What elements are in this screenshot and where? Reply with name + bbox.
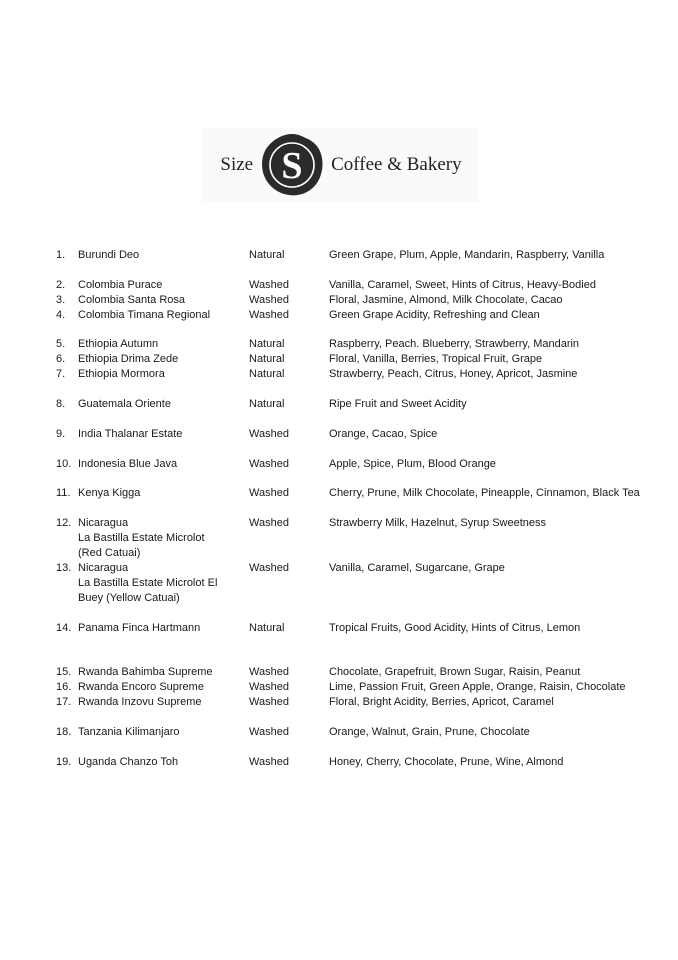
coffee-name xyxy=(78,427,243,442)
coffee-number: 1. xyxy=(56,249,66,261)
coffee-process: Washed xyxy=(249,428,289,440)
coffee-name-line: Guatemala Oriente xyxy=(78,398,171,410)
coffee-number: 5. xyxy=(56,338,66,350)
coffee-tasting-notes: Tropical Fruits, Good Acidity, Hints of Citrus, Lemon xyxy=(329,622,581,634)
coffee-process: Natural xyxy=(249,368,285,380)
coffee-name-line: Nicaragua xyxy=(78,517,129,529)
coffee-tasting-notes: Vanilla, Caramel, Sweet, Hints of Citrus, Heavy-Bodied xyxy=(329,279,596,291)
coffee-name-line: Buey (Yellow Catuai) xyxy=(78,592,180,604)
coffee-tasting-notes: Apple, Spice, Plum, Blood Orange xyxy=(329,458,496,470)
coffee-process: Washed xyxy=(249,294,289,306)
coffee-process: Washed xyxy=(249,562,289,574)
coffee-number: 10. xyxy=(56,458,72,470)
coffee-number: 11. xyxy=(56,487,71,499)
coffee-tasting-notes: Ripe Fruit and Sweet Acidity xyxy=(329,398,467,410)
brand-name-left: Size xyxy=(220,154,254,175)
coffee-tasting-notes: Floral, Jasmine, Almond, Milk Chocolate, Cacao xyxy=(329,294,563,306)
coffee-name xyxy=(78,308,243,323)
coffee-name xyxy=(78,248,243,263)
coffee-number: 15. xyxy=(56,666,72,678)
coffee-process: Natural xyxy=(249,249,285,261)
coffee-number: 3. xyxy=(56,294,66,306)
coffee-name-line: Uganda Chanzo Toh xyxy=(78,756,179,768)
coffee-name-line: Kenya Kigga xyxy=(78,487,141,499)
coffee-name-line: La Bastilla Estate Microlot xyxy=(78,532,205,544)
coffee-name-line: Burundi Deo xyxy=(78,249,140,261)
coffee-name-line: Colombia Santa Rosa xyxy=(78,294,186,306)
coffee-name-line: Tanzania Kilimanjaro xyxy=(78,726,180,738)
coffee-name-line: La Bastilla Estate Microlot El xyxy=(78,577,218,589)
coffee-name-line: Indonesia Blue Java xyxy=(78,458,178,470)
coffee-number: 14. xyxy=(56,622,72,634)
coffee-tasting-notes: Raspberry, Peach. Blueberry, Strawberry, Mandarin xyxy=(329,338,580,350)
coffee-name-line: Ethiopia Autumn xyxy=(78,338,159,350)
coffee-name xyxy=(78,695,243,710)
coffee-name xyxy=(78,367,243,382)
coffee-tasting-notes: Green Grape Acidity, Refreshing and Clean xyxy=(329,309,540,321)
coffee-number: 17. xyxy=(56,696,72,708)
coffee-number: 6. xyxy=(56,353,66,365)
coffee-name xyxy=(78,486,243,501)
coffee-number: 18. xyxy=(56,726,72,738)
coffee-number: 9. xyxy=(56,428,66,440)
coffee-name-line: Rwanda Inzovu Supreme xyxy=(78,696,202,708)
coffee-name xyxy=(78,337,243,352)
coffee-process: Washed xyxy=(249,517,289,529)
coffee-tasting-notes: Strawberry Milk, Hazelnut, Syrup Sweetness xyxy=(329,517,547,529)
coffee-process: Natural xyxy=(249,398,285,410)
coffee-tasting-notes: Chocolate, Grapefruit, Brown Sugar, Raisin, Peanut xyxy=(329,666,581,678)
coffee-name xyxy=(78,278,243,293)
coffee-name xyxy=(78,665,243,680)
coffee-name xyxy=(78,755,243,770)
coffee-process: Washed xyxy=(249,666,289,678)
coffee-number: 19. xyxy=(56,756,72,768)
coffee-name xyxy=(78,725,243,740)
coffee-name-line: (Red Catuai) xyxy=(78,547,141,559)
coffee-name-line: Rwanda Bahimba Supreme xyxy=(78,666,213,678)
coffee-name-line: Rwanda Encoro Supreme xyxy=(78,681,204,693)
coffee-number: 13. xyxy=(56,562,72,574)
coffee-name xyxy=(78,516,243,561)
coffee-process: Washed xyxy=(249,458,289,470)
coffee-process: Washed xyxy=(249,756,289,768)
coffee-number: 4. xyxy=(56,309,66,321)
coffee-tasting-notes: Orange, Cacao, Spice xyxy=(329,428,438,440)
coffee-tasting-notes: Floral, Vanilla, Berries, Tropical Fruit, Grape xyxy=(329,353,543,365)
coffee-name xyxy=(78,352,243,367)
coffee-name-line: Ethiopia Drima Zede xyxy=(78,353,179,365)
coffee-name xyxy=(78,397,243,412)
svg-text:S: S xyxy=(281,145,303,187)
coffee-name-line: Panama Finca Hartmann xyxy=(78,622,201,634)
coffee-name-line: Colombia Timana Regional xyxy=(78,309,211,321)
coffee-name xyxy=(78,680,243,695)
coffee-tasting-notes: Orange, Walnut, Grain, Prune, Chocolate xyxy=(329,726,530,738)
coffee-process: Washed xyxy=(249,726,289,738)
coffee-tasting-notes: Honey, Cherry, Chocolate, Prune, Wine, Almond xyxy=(329,756,564,768)
coffee-number: 16. xyxy=(56,681,72,693)
coffee-tasting-notes: Strawberry, Peach, Citrus, Honey, Apricot, Jasmine xyxy=(329,368,578,380)
coffee-tasting-notes: Vanilla, Caramel, Sugarcane, Grape xyxy=(329,562,505,574)
coffee-process: Washed xyxy=(249,696,289,708)
coffee-process: Washed xyxy=(249,487,289,499)
coffee-process: Natural xyxy=(249,622,285,634)
brand-name-right: Coffee & Bakery xyxy=(331,154,462,175)
coffee-name-line: Colombia Purace xyxy=(78,279,163,291)
coffee-process: Natural xyxy=(249,338,285,350)
coffee-number: 2. xyxy=(56,279,66,291)
coffee-name xyxy=(78,457,243,472)
coffee-process: Washed xyxy=(249,681,289,693)
coffee-tasting-notes: Cherry, Prune, Milk Chocolate, Pineapple, Cinnamon, Black Tea xyxy=(329,487,640,499)
coffee-tasting-notes: Lime, Passion Fruit, Green Apple, Orange, Raisin, Chocolate xyxy=(329,681,626,693)
coffee-name xyxy=(78,561,243,606)
coffee-number: 12. xyxy=(56,517,72,529)
coffee-process: Natural xyxy=(249,353,285,365)
coffee-process: Washed xyxy=(249,309,289,321)
coffee-number: 8. xyxy=(56,398,66,410)
coffee-name xyxy=(78,621,243,636)
coffee-process: Washed xyxy=(249,279,289,291)
coffee-name-line: Ethiopia Mormora xyxy=(78,368,165,380)
coffee-number: 7. xyxy=(56,368,66,380)
coffee-name-line: Nicaragua xyxy=(78,562,129,574)
coffee-tasting-notes: Floral, Bright Acidity, Berries, Apricot, Caramel xyxy=(329,696,554,708)
coffee-name xyxy=(78,293,243,308)
coffee-name-line: India Thalanar Estate xyxy=(78,428,183,440)
coffee-tasting-notes: Green Grape, Plum, Apple, Mandarin, Raspberry, Vanilla xyxy=(329,249,605,261)
